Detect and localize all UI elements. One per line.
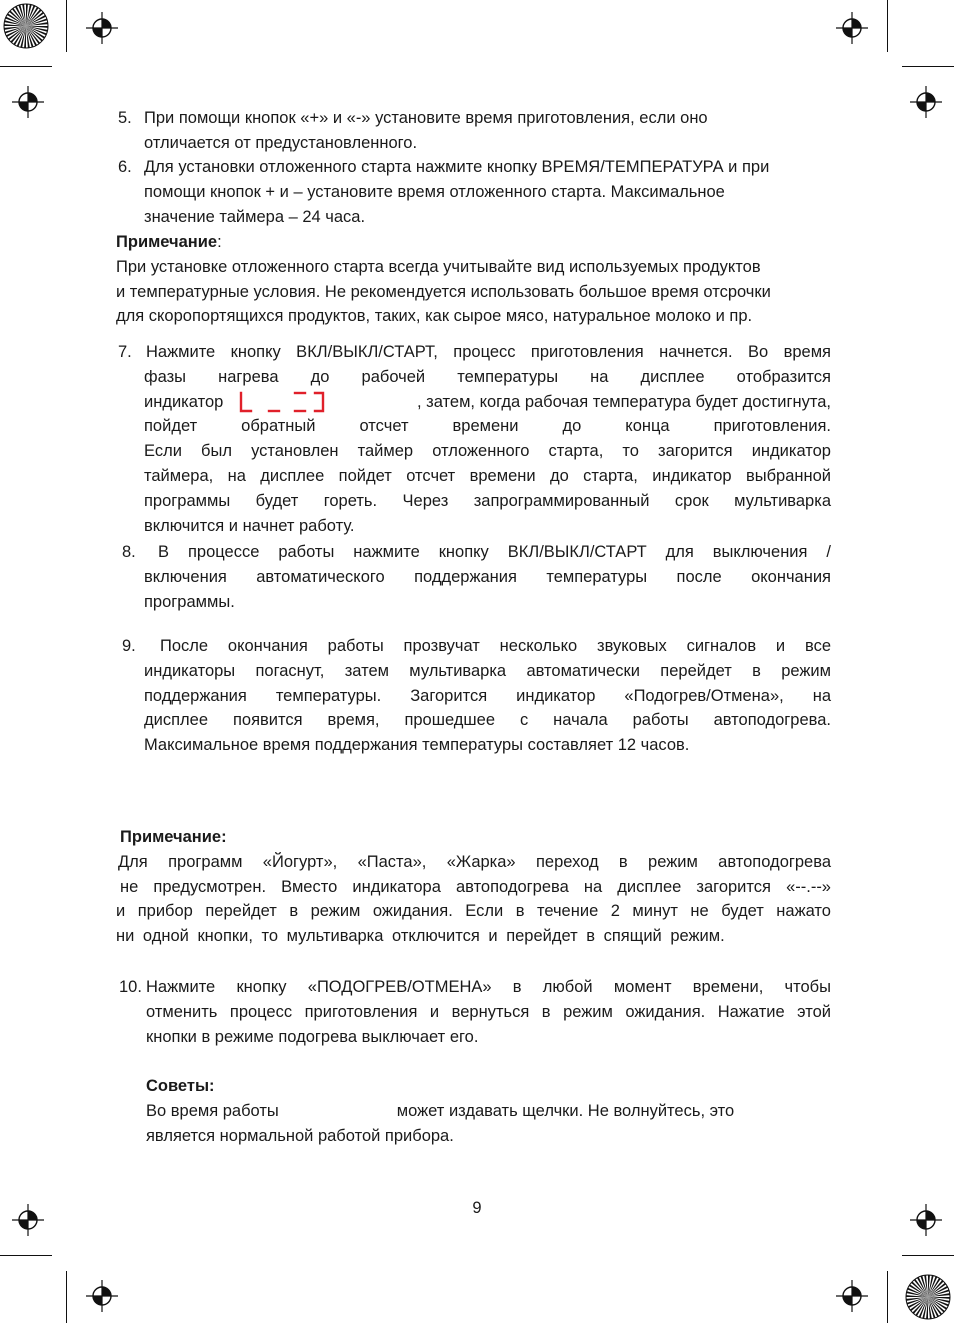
text-line: Для установки отложенного старта нажмите кнопку ВРЕМЯ/ТЕМПЕРАТУРА и при xyxy=(144,158,770,176)
trim-line xyxy=(902,66,954,67)
trim-line xyxy=(66,0,67,52)
note-title-line xyxy=(116,230,836,255)
registration-mark-icon xyxy=(834,10,870,46)
list-number: 9. xyxy=(122,637,136,655)
note-block xyxy=(116,230,836,329)
list-number: 6. xyxy=(118,158,132,176)
text-line: кнопки в режиме подогрева выключает его. xyxy=(146,1027,479,1046)
text-line: поддержания температуры. Загорится индикатор «Подогрев/Отмена», на xyxy=(144,686,831,705)
list-number: 8. xyxy=(122,543,136,561)
trim-line xyxy=(0,66,52,67)
text-line: При помощи кнопок «+» и «-» установите время приготовления, если оно xyxy=(144,109,708,127)
text-line xyxy=(146,1099,826,1124)
trim-line xyxy=(902,1255,954,1256)
text-line: значение таймера – 24 часа. xyxy=(144,207,366,226)
text-line: является нормальной работой прибора. xyxy=(146,1126,454,1145)
text-line: Если был установлен таймер отложенного старта, то загорится индикатор xyxy=(144,442,831,461)
text-line: пойдет обратный отсчет времени до конца приготовления. xyxy=(144,417,831,436)
text-line: Нажмите кнопку ВКЛ/ВЫКЛ/СТАРТ, процесс приготовления начнется. Во время xyxy=(146,343,831,361)
trim-line xyxy=(887,0,888,52)
note-title: Примечание: xyxy=(120,828,227,846)
list-item-7 xyxy=(144,340,831,538)
text-line: и прибор перейдет в режим ожидания. Если в течение 2 минут не будет нажато xyxy=(116,902,831,921)
text-line: отличается от предустановленного. xyxy=(144,133,418,152)
text-fragment: , затем, когда рабочая температура будет достигнута, xyxy=(416,392,831,411)
lcd-dash-indicator-icon xyxy=(237,390,333,414)
trim-line xyxy=(887,1271,888,1323)
trim-line xyxy=(66,1271,67,1323)
registration-mark-icon xyxy=(84,10,120,46)
list-number: 10. xyxy=(119,978,142,996)
note-title: Примечание xyxy=(116,233,218,251)
list-number: 7. xyxy=(118,343,132,361)
list-item-6 xyxy=(144,155,844,229)
text-fragment: может издавать щелчки. Не волнуйтесь, это xyxy=(396,1101,735,1120)
trim-line xyxy=(0,1255,52,1256)
tips-block xyxy=(146,1074,826,1148)
text-line: дисплее появится время, прошедшее с начала работы автоподогрева. xyxy=(144,711,831,730)
text-line: отменить процесс приготовления и вернуться в режим ожидания. Нажатие этой xyxy=(146,1002,831,1021)
registration-mark-icon xyxy=(834,1278,870,1314)
page-number: 9 xyxy=(472,1199,482,1217)
text-line: включится и начнет работу. xyxy=(144,516,355,535)
text-line: таймера, на дисплее пойдет отсчет времени до старта, индикатор выбранной xyxy=(144,466,831,485)
note-block xyxy=(118,825,831,949)
text-fragment: Во время работы xyxy=(146,1101,279,1120)
text-line: не предусмотрен. Вместо индикатора автоподогрева на дисплее загорится «--.--» xyxy=(120,877,831,896)
list-item-8 xyxy=(144,540,831,614)
text-line: После окончания работы прозвучат несколько звуковых сигналов и все xyxy=(160,637,831,655)
text-line: фазы нагрева до рабочей температуры на дисплее отобразится xyxy=(144,367,831,386)
text-fragment: индикатор xyxy=(144,392,224,411)
starburst-mark-icon xyxy=(2,2,50,50)
registration-mark-icon xyxy=(10,84,46,120)
text-line: В процессе работы нажмите кнопку ВКЛ/ВЫКЛ/СТАРТ для выключения / xyxy=(158,543,831,561)
registration-mark-icon xyxy=(84,1278,120,1314)
list-item-5 xyxy=(144,106,844,156)
list-item-9 xyxy=(144,634,831,758)
list-number: 5. xyxy=(118,109,132,127)
text-line: Нажмите кнопку «ПОДОГРЕВ/ОТМЕНА» в любой момент времени, чтобы xyxy=(146,978,831,996)
text-line: программы будет гореть. Через запрограммированный срок мультиварка xyxy=(144,491,831,510)
text-line: помощи кнопок + и – установите время отложенного старта. Максимальное xyxy=(144,182,725,201)
text-line: индикаторы погаснут, затем мультиварка автоматически перейдет в режим xyxy=(144,661,831,680)
text-line: ни одной кнопки, то мультиварка отключится и перейдет в спящий режим. xyxy=(116,927,725,946)
text-line: программы. xyxy=(144,592,235,611)
text-line: и температурные условия. Не рекомендуется использовать большое время отсрочки xyxy=(116,282,771,301)
text-line: включения автоматического поддержания температуры после окончания xyxy=(144,567,831,586)
text-line: для скоропортящихся продуктов, таких, как сырое мясо, натуральное молоко и пр. xyxy=(116,307,753,326)
text-line: Максимальное время поддержания температуры составляет 12 часов. xyxy=(144,736,690,755)
note-title-colon: : xyxy=(217,233,222,251)
text-line: Для программ «Йогурт», «Паста», «Жарка» переход в режим автоподогрева xyxy=(118,852,831,871)
starburst-mark-icon xyxy=(904,1273,952,1321)
tips-title: Советы: xyxy=(146,1077,215,1095)
list-item-10 xyxy=(146,975,831,1049)
text-line xyxy=(144,390,831,415)
registration-mark-icon xyxy=(908,84,944,120)
text-line: При установке отложенного старта всегда учитывайте вид используемых продуктов xyxy=(116,257,761,276)
